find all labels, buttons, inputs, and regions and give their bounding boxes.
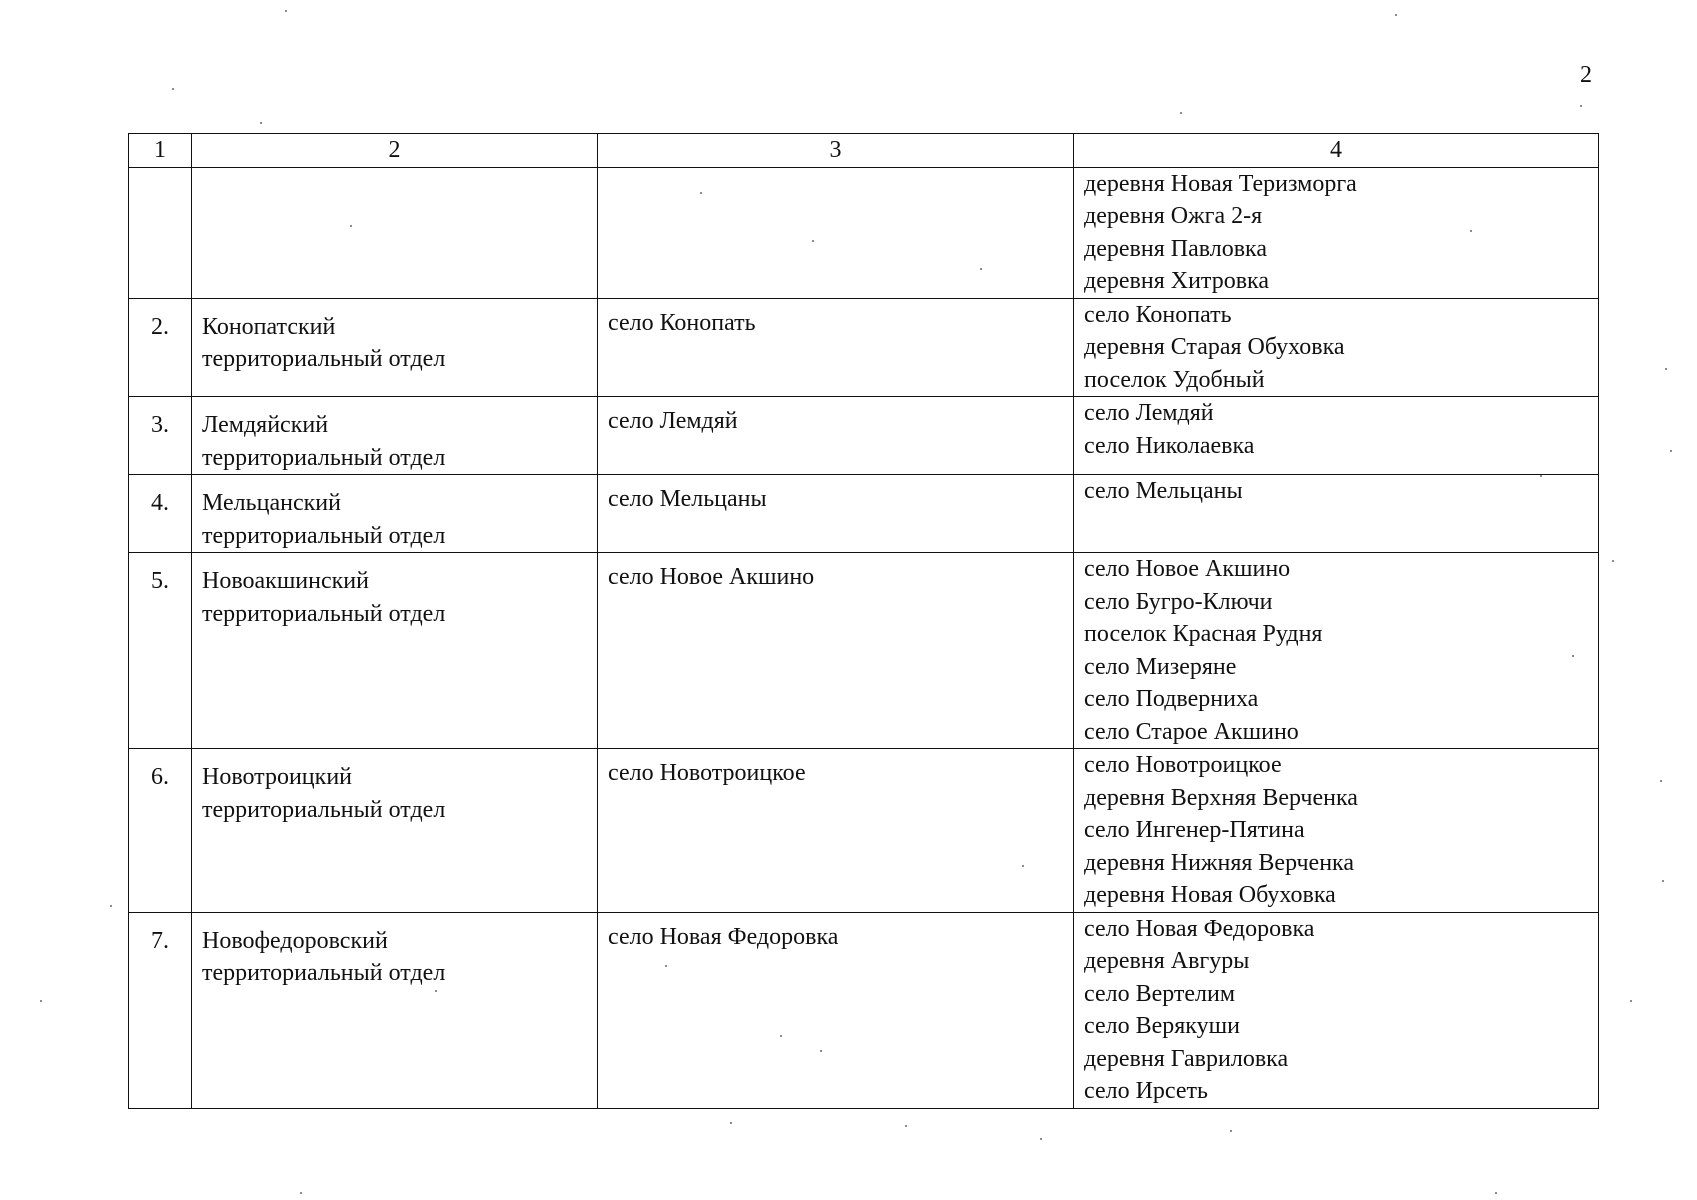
department-cell — [192, 298, 598, 397]
administrative-center: село Новая Федоровка — [608, 923, 839, 950]
scan-speck — [1495, 1192, 1497, 1194]
header-col-3: 3 — [598, 134, 1074, 168]
settlement-item: село Верякуши — [1084, 1013, 1240, 1039]
page-number: 2 — [1580, 62, 1592, 88]
scan-speck — [812, 240, 814, 242]
administrative-center — [608, 168, 1063, 176]
settlements-cell — [1074, 167, 1599, 298]
department-cell — [192, 397, 598, 475]
department-line: территориальный отдел — [202, 522, 446, 549]
scan-speck — [285, 10, 287, 12]
scan-speck — [1612, 560, 1614, 562]
scan-speck — [435, 990, 437, 992]
table-row — [129, 912, 1599, 1108]
row-number: 4. — [151, 490, 169, 516]
department-name — [202, 749, 587, 826]
row-number-cell — [129, 475, 192, 553]
scan-speck — [1630, 1000, 1632, 1002]
administrative-center-cell — [598, 397, 1074, 475]
settlements-cell — [1074, 553, 1599, 749]
department-line: территориальный отдел — [202, 444, 446, 471]
department-line: Лемдяйский — [202, 412, 329, 438]
settlements-table — [128, 133, 1599, 1109]
scan-speck — [905, 1125, 907, 1127]
administrative-center: село Лемдяй — [608, 408, 738, 434]
department-cell — [192, 912, 598, 1108]
administrative-center-cell — [598, 912, 1074, 1108]
settlement-item: село Новое Акшино — [1084, 556, 1291, 582]
row-number: 2. — [151, 313, 169, 340]
settlement-item: село Подверниха — [1084, 686, 1259, 712]
settlement-item: деревня Нижняя Верченка — [1084, 849, 1354, 876]
settlement-item: деревня Авгуры — [1084, 948, 1250, 974]
scan-speck — [730, 1122, 732, 1124]
settlements-cell — [1074, 749, 1599, 913]
department-name — [202, 913, 587, 990]
department-name — [202, 475, 587, 552]
scan-speck — [700, 192, 702, 194]
settlement-item: поселок Красная Рудня — [1084, 621, 1323, 647]
scan-speck — [40, 1000, 42, 1002]
scan-speck — [1040, 1138, 1042, 1140]
row-number — [129, 168, 191, 180]
settlement-item: село Новая Федоровка — [1084, 915, 1315, 942]
row-number-cell — [129, 298, 192, 397]
settlement-item: деревня Новая Обуховка — [1084, 882, 1336, 908]
settlements-cell — [1074, 912, 1599, 1108]
settlement-item: село Ирсеть — [1084, 1078, 1208, 1104]
scan-speck — [1660, 780, 1662, 782]
settlement-item: село Новотроицкое — [1084, 752, 1282, 778]
administrative-center-cell — [598, 475, 1074, 553]
row-number: 7. — [151, 927, 169, 954]
scan-speck — [1572, 655, 1574, 657]
scan-speck — [1665, 368, 1667, 370]
department-name — [202, 299, 587, 376]
department-line: Новофедоровский — [202, 927, 388, 954]
administrative-center: село Мельцаны — [608, 486, 767, 512]
administrative-center-cell — [598, 749, 1074, 913]
settlement-item: деревня Ожга 2-я — [1084, 203, 1263, 229]
scan-speck — [780, 1035, 782, 1037]
table-row — [129, 298, 1599, 397]
table-row — [129, 749, 1599, 913]
settlement-item: деревня Гавриловка — [1084, 1045, 1289, 1072]
settlement-item: село Старое Акшино — [1084, 718, 1299, 745]
scan-speck — [1395, 14, 1397, 16]
table-row — [129, 397, 1599, 475]
settlement-item: село Мизеряне — [1084, 653, 1237, 680]
scan-speck — [665, 965, 667, 967]
settlement-item: село Лемдяй — [1084, 400, 1214, 426]
table-row — [129, 167, 1599, 298]
scan-speck — [172, 88, 174, 90]
row-number: 5. — [151, 568, 169, 594]
settlement-item: поселок Удобный — [1084, 366, 1265, 393]
scan-speck — [1540, 475, 1542, 477]
scan-speck — [1230, 1130, 1232, 1132]
settlement-item: деревня Верхняя Верченка — [1084, 784, 1358, 811]
settlement-item: село Конопать — [1084, 301, 1232, 328]
row-number-cell — [129, 397, 192, 475]
scan-speck — [1470, 230, 1472, 232]
settlement-item: село Вертелим — [1084, 980, 1236, 1007]
scan-speck — [1670, 450, 1672, 452]
settlements-cell — [1074, 475, 1599, 553]
row-number-cell — [129, 749, 192, 913]
administrative-center-cell — [598, 167, 1074, 298]
settlement-item: село Николаевка — [1084, 432, 1255, 459]
department-line: территориальный отдел — [202, 960, 446, 986]
scan-speck — [350, 225, 352, 227]
department-line: территориальный отдел — [202, 796, 446, 823]
department-line: Новоакшинский — [202, 568, 369, 594]
settlement-item: деревня Хитровка — [1084, 268, 1269, 294]
settlements-cell — [1074, 397, 1599, 475]
administrative-center: село Конопать — [608, 309, 756, 336]
settlement-item: село Бугро-Ключи — [1084, 588, 1273, 615]
department-name — [202, 553, 587, 630]
department-line: территориальный отдел — [202, 600, 446, 627]
settlement-item: село Ингенер-Пятина — [1084, 817, 1305, 843]
header-col-1: 1 — [129, 134, 192, 168]
settlement-item: деревня Старая Обуховка — [1084, 334, 1345, 360]
settlement-item: деревня Павловка — [1084, 235, 1267, 262]
header-col-2: 2 — [192, 134, 598, 168]
scan-speck — [820, 1050, 822, 1052]
department-name — [202, 397, 587, 474]
department-cell — [192, 475, 598, 553]
table-row — [129, 475, 1599, 553]
row-number-cell — [129, 553, 192, 749]
department-cell — [192, 553, 598, 749]
table-row — [129, 553, 1599, 749]
scan-speck — [110, 905, 112, 907]
department-cell — [192, 167, 598, 298]
table-body — [129, 167, 1599, 1108]
administrative-center: село Новотроицкое — [608, 760, 806, 786]
administrative-center-cell — [598, 553, 1074, 749]
settlement-item: село Мельцаны — [1084, 478, 1243, 504]
table-header-row — [129, 134, 1599, 168]
scan-speck — [1662, 880, 1664, 882]
administrative-center: село Новое Акшино — [608, 564, 815, 590]
scan-speck — [300, 1192, 302, 1194]
row-number-cell — [129, 912, 192, 1108]
settlement-item: деревня Новая Теризморга — [1084, 170, 1357, 197]
scan-speck — [1180, 112, 1182, 114]
row-number: 3. — [151, 412, 169, 438]
department-line: территориальный отдел — [202, 346, 446, 372]
scan-speck — [1580, 105, 1582, 107]
department-line: Новотроицкий — [202, 764, 352, 790]
department-cell — [192, 749, 598, 913]
row-number-cell — [129, 167, 192, 298]
administrative-center-cell — [598, 298, 1074, 397]
scan-speck — [980, 268, 982, 270]
department-name — [202, 168, 587, 180]
row-number: 6. — [151, 764, 169, 790]
header-col-4: 4 — [1074, 134, 1599, 168]
department-line: Конопатский — [202, 313, 336, 340]
scan-speck — [260, 122, 262, 124]
scan-speck — [1022, 865, 1024, 867]
settlements-cell — [1074, 298, 1599, 397]
department-line: Мельцанский — [202, 490, 341, 516]
